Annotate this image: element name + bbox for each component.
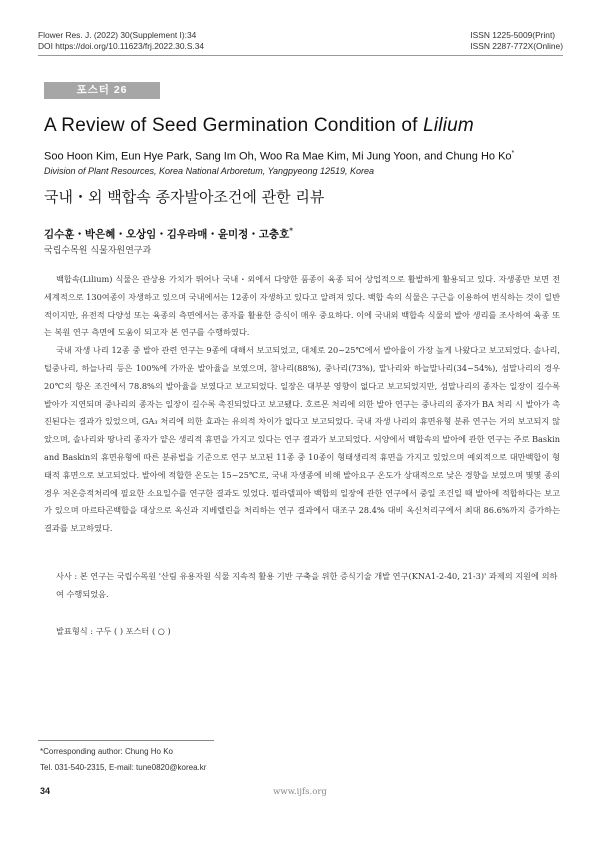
korean-author-list: 김수훈・박은혜・오상임・김우라매・윤미정・고충호 xyxy=(44,228,290,241)
presentation-type: 발표형식 : 구두 ( ) 포스터 ( ○ ) xyxy=(56,626,171,636)
abstract-paragraph-2: 국내 자생 나리 12종 중 발아 관련 연구는 9종에 대해서 보고되었고, 대체로 20~25℃에서 발아율이 가장 높게 나왔다고 보고되었다. 솔나리, 털중나리, 하늘나리 등은 100%에 가까운 발아율을 보였으며, 참나리(88%), 중나리(73%), 말나리와 하늘말나리(34~54%), 섬말나리의 경우 20℃의 항온 조건에서 78.8%의 발아율을 보였다고 보고되었다. 일장은 대부분 영향이 없다고 보고되었지만, 섬말나리의 종자는 일장이 길수록 발아가 지연되며 중나리의 종자는 일장이 길수록 촉진되었다고 보고됐다. 호르몬 처리에 의한 발아 연구는 중나리의 종자가 BA 처리 시 발아가 촉진된다는 결과가 있었으며, GA₃ 처리에 의한 효과는 유의적 차이가 없다고 보고되었다. 국내 자생 나리의 휴면유형 분류 연구는 거의 보고되지 않았으며, 솔나리와 땅나리 종자가 얕은 생리적 휴면을 가지고 있다는 연구 결과가 보고되었다. 서양에서 백합속의 발아에 관한 연구는 주로 Baskin and Baskin의 휴면유형에 따른 분류법을 기준으로 연구 보고된 11종 중 10종이 형태생리적 휴면을 가지고 있었으며 예외적으로 대만백합이 형태적 휴면으로 보고되었다. 발아에 적합한 온도는 15~25℃로, 국내 자생종에 비해 발아요구 온도가 상대적으로 낮은 경향을 보였으며 몇몇 종의 경우 저온층적처리에 필요한 소요일수를 연구한 결과도 있었다. 필라델피아 백합의 일장에 관한 연구에서 중일 조건일 때 발아에 적합하다는 보고가 있으며 마르타곤백합을 대상으로 옥신과 지베렐린을 처리하는 연구 결과에서 대조구 28.4% 대비 옥신처리구에서 최대 86.6%까지 증가하는 결과를 보고하였다. xyxy=(44,345,560,534)
header-divider xyxy=(38,55,563,56)
english-author-list: Soo Hoon Kim, Eun Hye Park, Sang Im Oh, Woo Ra Mae Kim, Mi Jung Yoon, and Chung Ho Ko xyxy=(44,150,512,163)
page-number: 34 xyxy=(40,786,51,796)
issn-online: ISSN 2287-772X(Online) xyxy=(470,41,563,51)
korean-corresponding-mark: * xyxy=(289,226,293,235)
korean-authors xyxy=(44,226,293,242)
poster-banner: 포스터 26 xyxy=(44,82,160,99)
acknowledgement xyxy=(56,568,560,604)
korean-title: 국내・외 백합속 종자발아조건에 관한 리뷰 xyxy=(44,188,325,206)
english-title xyxy=(44,115,474,137)
corresponding-mark: * xyxy=(511,150,515,157)
korean-affiliation: 국립수목원 식물자원연구과 xyxy=(44,246,152,256)
website-footer[interactable]: www.ijfs.org xyxy=(273,787,327,797)
abstract-paragraph-1: 백합속(Lilium) 식물은 관상용 가치가 뛰어나 국내・외에서 다양한 품종이 육종 되어 상업적으로 활발하게 활용되고 있다. 자생종만 보면 전 세계적으로 130여종이 자생하고 있으며 국내에서는 12종이 자생하고 있다고 알려져 있다. 백합 속의 식물은 구근을 이용하여 번식하는 것이 일반적이지만, 유전적 다양성 또는 육종의 측면에서는 종자를 활용한 증식이 매우 중요하다. 이에 국내외 백합속 식물의 발아 생리를 조사하여 육종 또는 복원 연구 측면에 도움이 되고자 본 연구를 수행하였다. xyxy=(44,274,560,338)
english-authors xyxy=(44,150,514,163)
acknowledgement-text: 사사 : 본 연구는 국립수목원 '산림 유용자원 식물 지속적 활용 기반 구축을 위한 증식기술 개발 연구(KNA1-2-40, 21-3)' 과제의 지원에 의하여 수행되었음. xyxy=(56,571,558,599)
journal-citation: Flower Res. J. (2022) 30(Supplement I):34 xyxy=(38,30,197,40)
footnote-divider xyxy=(38,740,214,741)
corresponding-author: *Corresponding author: Chung Ho Ko xyxy=(40,747,173,756)
footnote xyxy=(40,744,206,776)
issn-print: ISSN 1225-5009(Print) xyxy=(470,30,556,40)
doi-link[interactable]: DOI https://doi.org/10.11623/frj.2022.30.S.34 xyxy=(38,41,205,51)
english-title-genus: Lilium xyxy=(423,115,474,136)
abstract-body xyxy=(44,271,560,538)
english-affiliation: Division of Plant Resources, Korea National Arboretum, Yangpyeong 12519, Korea xyxy=(44,166,375,176)
contact-info: Tel. 031-540-2315, E-mail: tune0820@korea.kr xyxy=(40,763,207,772)
english-title-main: A Review of Seed Germination Condition of xyxy=(44,115,424,136)
